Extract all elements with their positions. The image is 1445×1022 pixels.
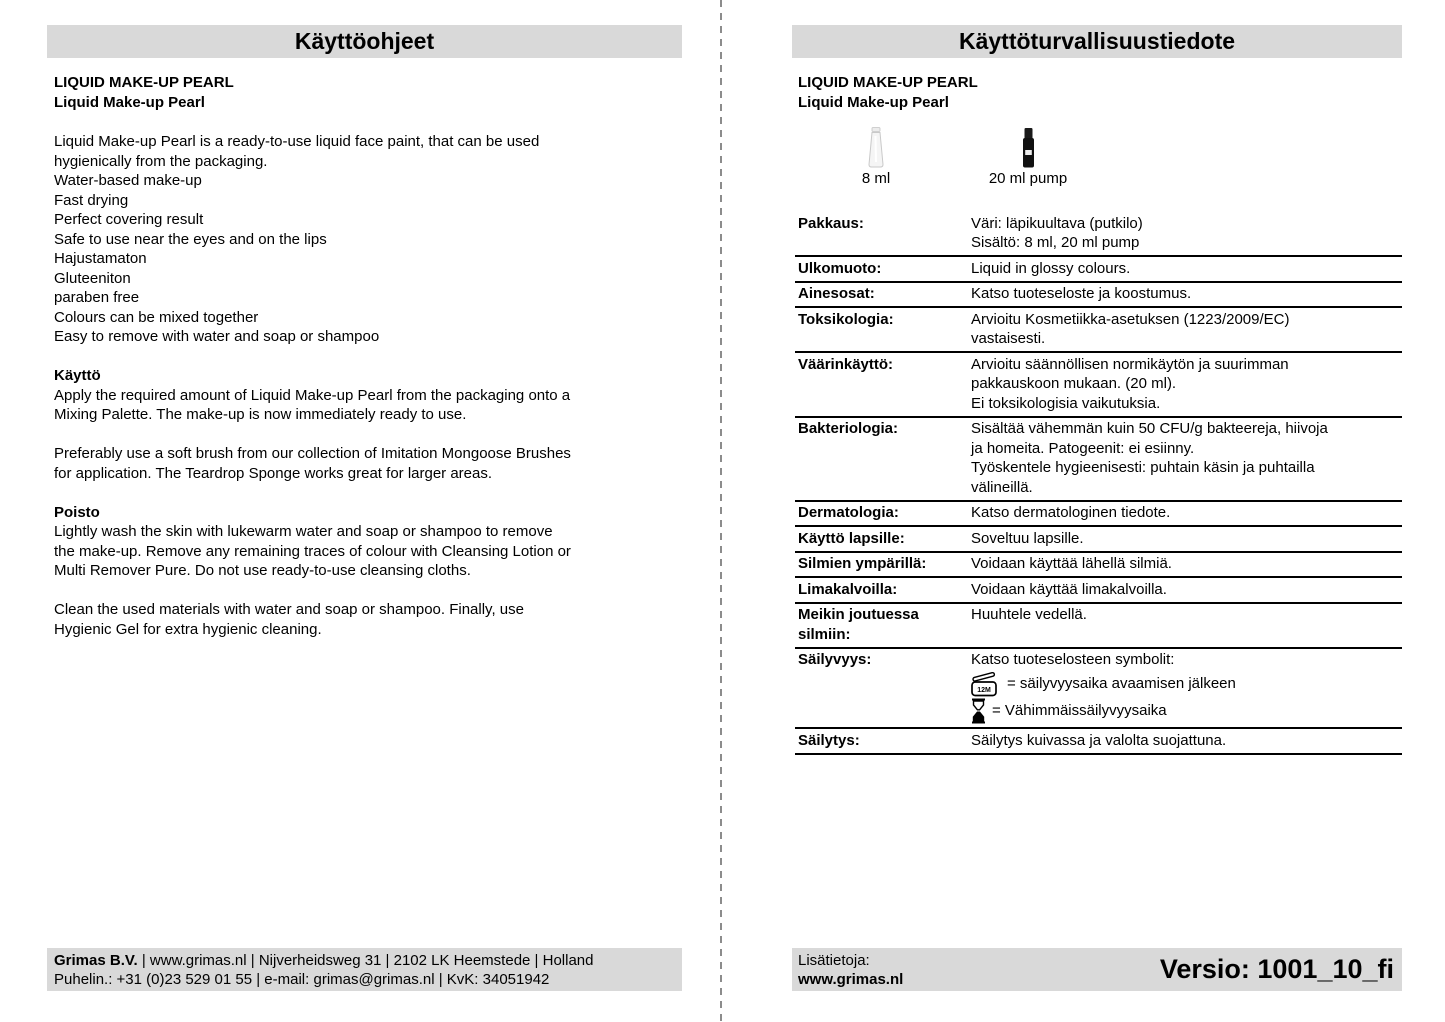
text-line: Clean the used materials with water and soap or shampoo. Finally, use	[54, 601, 524, 618]
symbol-description: = Vähimmäissäilyvyysaika	[992, 701, 1167, 719]
spec-label: Toksikologia:	[798, 310, 894, 328]
symbol-description: = säilyvyysaika avaamisen jälkeen	[1007, 674, 1236, 692]
spec-label: Säilyvyys:	[798, 651, 872, 668]
intro-line: Liquid Make-up Pearl is a ready-to-use liquid face paint, that can be used	[54, 133, 540, 150]
intro-line: Water-based make-up	[54, 172, 202, 189]
spec-value	[968, 307, 1402, 352]
spec-label: Ainesosat:	[798, 285, 875, 302]
product-name: Liquid Make-up Pearl	[798, 93, 949, 111]
right-page-title: Käyttöturvallisuustiedote	[792, 25, 1402, 58]
spec-value-line: Arvioitu säännöllisen normikäytön ja suurimman	[971, 355, 1289, 373]
spec-label: Limakalvoilla:	[798, 580, 898, 598]
spec-value	[968, 256, 1402, 282]
spec-row	[795, 728, 1402, 754]
left-page-title: Käyttöohjeet	[47, 25, 682, 58]
website-link: www.grimas.nl	[798, 970, 904, 988]
package-size-label: 20 ml pump	[988, 170, 1068, 187]
spec-value	[968, 501, 1402, 527]
intro-line: Gluteeniton	[54, 269, 131, 287]
section-heading: Poisto	[54, 503, 100, 521]
spec-value-line: Liquid in glossy colours.	[971, 259, 1131, 277]
footer-contact-line: Puhelin.: +31 (0)23 529 01 55 | e-mail: grimas@grimas.nl | KvK: 34051942	[54, 971, 550, 988]
hourglass-icon	[971, 698, 986, 724]
spec-value-line: Säilytys kuivassa ja valolta suojattuna.	[971, 731, 1227, 749]
section-heading: Käyttö	[54, 367, 101, 384]
spec-row	[795, 307, 1402, 352]
text-line: Lightly wash the skin with lukewarm water and soap or shampoo to remove	[54, 523, 553, 540]
spec-row	[795, 417, 1402, 501]
spec-value-line: Soveltuu lapsille.	[971, 529, 1084, 547]
spec-label: Ulkomuoto:	[798, 259, 882, 277]
spec-value-line: Voidaan käyttää lähellä silmiä.	[971, 555, 1172, 572]
spec-value	[968, 352, 1402, 417]
svg-text:12M: 12M	[977, 686, 991, 694]
spec-label: Säilytys:	[798, 731, 860, 749]
footer-address-line	[47, 951, 682, 970]
spec-value	[968, 577, 1402, 603]
spec-row	[795, 256, 1402, 282]
package-size	[968, 127, 1088, 187]
spec-value-line: Huuhtele vedellä.	[971, 606, 1087, 623]
paragraph	[54, 600, 670, 639]
spec-value-line: Arvioitu Kosmetiikka-asetuksen (1223/2009/EC)	[971, 310, 1290, 328]
text-line: Mixing Palette. The make-up is now immediately ready to use.	[54, 406, 467, 423]
spec-row	[795, 577, 1402, 603]
spec-value-line: Sisältö: 8 ml, 20 ml pump	[971, 234, 1140, 251]
spec-value	[968, 212, 1402, 256]
spec-value-line: ja homeita. Patogeenit: ei esiinny.	[971, 439, 1195, 457]
spec-row	[795, 603, 1402, 648]
intro-line: Fast drying	[54, 191, 129, 209]
spec-value	[968, 648, 1402, 729]
intro-line: Safe to use near the eyes and on the lips	[54, 230, 327, 248]
page-divider-dashed-line	[720, 0, 722, 1022]
paragraph	[54, 444, 670, 483]
spec-value	[968, 552, 1402, 578]
spec-label: Väärinkäyttö:	[798, 355, 894, 373]
product-name: Liquid Make-up Pearl	[54, 93, 205, 111]
spec-row	[795, 352, 1402, 417]
intro-line: Perfect covering result	[54, 211, 204, 228]
footer-address-rest: | www.grimas.nl | Nijverheidsweg 31 | 2102 LK Heemstede | Holland	[137, 952, 594, 969]
spec-label: Silmien ympärillä:	[798, 555, 927, 572]
intro-line: paraben free	[54, 289, 140, 306]
text-line: Multi Remover Pure. Do not use ready-to-use cleansing cloths.	[54, 562, 471, 579]
spec-row	[795, 648, 1402, 729]
company-name: Grimas B.V.	[54, 952, 138, 969]
spec-value	[968, 282, 1402, 308]
spec-label: Pakkaus:	[798, 214, 864, 232]
more-info-label: Lisätietoja:	[798, 951, 870, 969]
spec-value-line: välineillä.	[971, 478, 1033, 496]
product-name-upper: LIQUID MAKE-UP PEARL	[798, 74, 978, 91]
text-line: Apply the required amount of Liquid Make-up Pearl from the packaging onto a	[54, 386, 571, 404]
spec-row	[795, 526, 1402, 552]
spec-value-line: Väri: läpikuultava (putkilo)	[971, 214, 1143, 232]
spec-value	[968, 728, 1402, 754]
spec-value-line: vastaisesti.	[971, 330, 1046, 347]
package-size	[840, 127, 912, 187]
paragraph	[54, 386, 670, 425]
package-size-label: 8 ml	[861, 170, 891, 187]
paragraph	[54, 522, 670, 581]
product-name-upper: LIQUID MAKE-UP PEARL	[54, 74, 234, 91]
spec-row	[795, 282, 1402, 308]
spec-value	[968, 526, 1402, 552]
intro-line: Colours can be mixed together	[54, 308, 259, 326]
spec-value-line: Työskentele hygieenisesti: puhtain käsin ja puhtailla	[971, 459, 1315, 476]
left-page-body	[54, 132, 670, 639]
spec-label: Meikin joutuessa silmiin:	[798, 606, 919, 643]
safety-spec-table	[795, 212, 1402, 755]
spec-value-line: pakkauskoon mukaan. (20 ml).	[971, 375, 1177, 392]
spec-value-line: Katso tuoteseloste ja koostumus.	[971, 285, 1192, 302]
pao-jar-icon	[971, 671, 1001, 697]
spec-label: Käyttö lapsille:	[798, 529, 905, 547]
symbol-line	[971, 698, 1402, 724]
text-line: for application. The Teardrop Sponge works great for larger areas.	[54, 464, 493, 482]
intro-line: Easy to remove with water and soap or shampoo	[54, 328, 380, 345]
text-line: the make-up. Remove any remaining traces of colour with Cleansing Lotion or	[54, 542, 571, 560]
spec-label: Dermatologia:	[798, 504, 899, 521]
left-product-block	[54, 73, 234, 112]
intro-line: Hajustamaton	[54, 250, 147, 267]
spec-row	[795, 501, 1402, 527]
spec-value	[968, 603, 1402, 648]
version-label: Versio: 1001_10_fi	[1159, 954, 1394, 984]
tube-icon	[865, 127, 887, 168]
intro-line: hygienically from the packaging.	[54, 152, 268, 170]
package-sizes	[792, 127, 1088, 187]
spec-value-line: Katso dermatologinen tiedote.	[971, 504, 1171, 521]
spec-value-line: Katso tuoteselosteen symbolit:	[971, 651, 1175, 668]
spec-row	[795, 552, 1402, 578]
symbol-line	[971, 671, 1402, 697]
spec-row	[795, 212, 1402, 256]
pump-bottle-icon	[1022, 127, 1035, 168]
right-page-footer	[792, 948, 1402, 991]
spec-value-line: Ei toksikologisia vaikutuksia.	[971, 394, 1161, 412]
text-line: Hygienic Gel for extra hygienic cleaning.	[54, 620, 322, 638]
spec-value-line: Voidaan käyttää limakalvoilla.	[971, 580, 1167, 598]
text-line: Preferably use a soft brush from our collection of Imitation Mongoose Brushes	[54, 445, 571, 462]
spec-label: Bakteriologia:	[798, 420, 899, 437]
right-product-block	[798, 73, 978, 112]
spec-value-line: Sisältää vähemmän kuin 50 CFU/g bakteereja, hiivoja	[971, 420, 1328, 437]
more-info-block	[798, 951, 903, 989]
left-page-footer	[47, 948, 682, 991]
spec-value	[968, 417, 1402, 501]
